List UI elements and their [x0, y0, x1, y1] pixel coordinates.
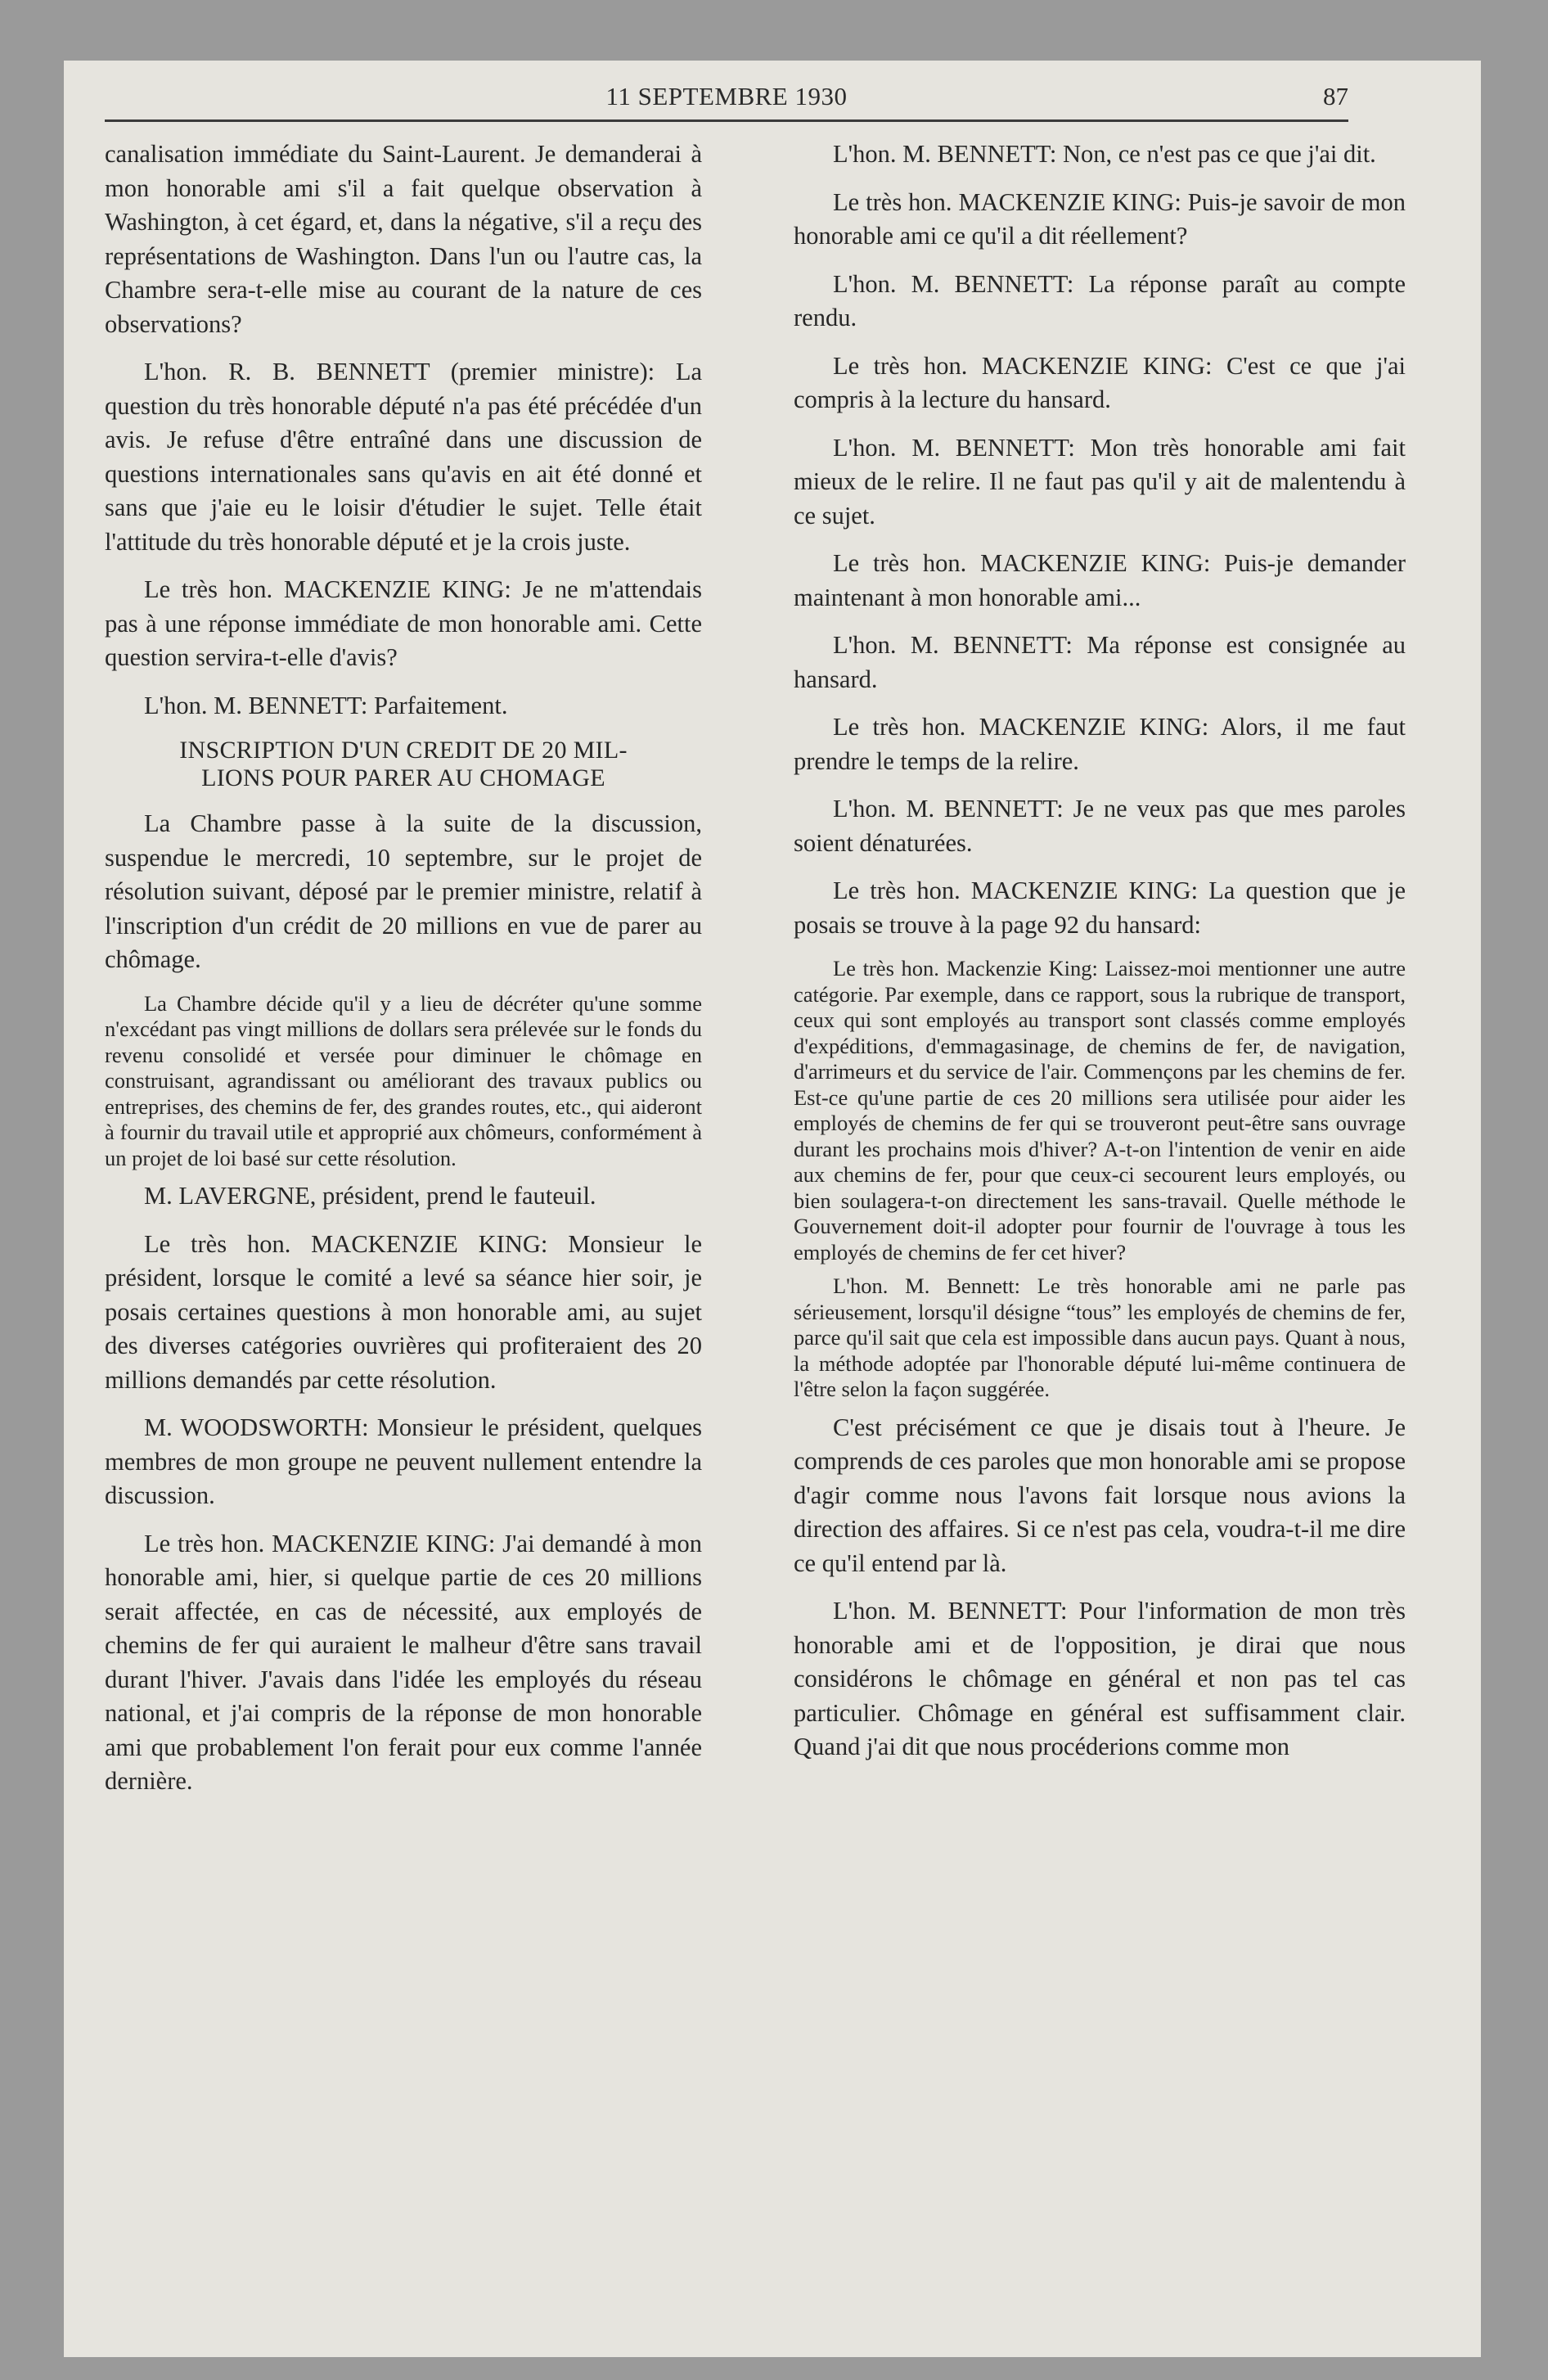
paragraph: canalisation immédiate du Saint-Laurent. Je demanderai à mon honorable ami s'il a fait quelque observation à Washington, à cet égard, et, dans la négative, s'il a reçu des représentations de Washington. Dans l'un ou l'autre cas, la Chambre sera-t-elle mise au courant de la nature de ces observations? — [105, 140, 702, 338]
paragraph: L'hon. M. BENNETT: Non, ce n'est pas ce que j'ai dit. — [833, 140, 1376, 168]
header-date: 11 SEPTEMBRE 1930 — [605, 82, 848, 110]
resolution-text: La Chambre décide qu'il y a lieu de décréter qu'une somme n'excédant pas vingt millions de dollars sera prélevée sur le fonds du revenu consolidé et versée pour diminuer le chômage en construisant, agrandissant ou améliorant des travaux publics ou entreprises, des chemins de fer, des grandes routes, etc., qui aideront à fournir du travail utile et approprié aux chômeurs, conformément à un projet de loi basé sur cette résolution. — [105, 990, 702, 1170]
paragraph: L'hon. M. BENNETT: Parfaitement. — [144, 691, 508, 719]
paragraph: La Chambre passe à la suite de la discussion, suspendue le mercredi, 10 septembre, sur le projet de résolution suivant, déposé par le premier ministre, relatif à l'inscription d'un crédit de 20 millions en vue de parer au chômage. — [105, 809, 702, 973]
section-heading-line: LIONS POUR PARER AU CHOMAGE — [201, 764, 605, 791]
paragraph: L'hon. M. BENNETT: Ma réponse est consignée au hansard. — [794, 631, 1406, 693]
paragraph: Le très hon. MACKENZIE KING: J'ai demandé à mon honorable ami, hier, si quelque partie de ces 20 millions serait affectée, en cas de nécessité, aux employés de chemins de fer qui auraient le malheur d'être sans travail durant l'hiver. J'avais dans l'idée les employés du réseau national, et j'ai compris de la réponse de mon honorable ami que probablement l'on ferait pour eux comme l'année dernière. — [105, 1529, 702, 1795]
paragraph: L'hon. M. BENNETT: Je ne veux pas que mes paroles soient dénaturées. — [794, 795, 1406, 857]
paragraph: Le très hon. MACKENZIE KING: Alors, il me faut prendre le temps de la relire. — [794, 713, 1406, 775]
running-header — [105, 82, 1348, 121]
quotation: Le très hon. Mackenzie King: Laissez-moi mentionner une autre catégorie. Par exemple, dans ce rapport, sous la rubrique de transport, ceux qui sont employés au transport sont classés comme employés d'expéditions, d'emmagasinage, de chemins de fer, de navigation, d'arrimeurs et du service de l'air. Commençons par les chemins de fer. Est-ce qu'une partie de ces 20 millions sera utilisée pour aider les employés de chemins de fer qui se trouveront peut-être sans ouvrage durant les prochains mois d'hiver? A-t-on l'intention de venir en aide aux chemins de fer, pour que ceux-ci secourent leurs employés, ou bien soulagera-t-on directement les sans-travail. Quelle méthode le Gouvernement doit-il adopter pour fournir de l'ouvrage à tous les employés de chemins de fer cet hiver? — [794, 956, 1406, 1264]
page-number: 87 — [1323, 82, 1348, 110]
paragraph: Le très hon. MACKENZIE KING: Monsieur le président, lorsque le comité a levé sa séance hier soir, je posais certaines questions à mon honorable ami, au sujet des diverses catégories ouvrières qui profiteraient des 20 millions demandés par cette résolution. — [105, 1229, 702, 1394]
paragraph: L'hon. M. BENNETT: La réponse paraît au compte rendu. — [794, 269, 1406, 331]
paragraph: M. LAVERGNE, président, prend le fauteuil. — [144, 1182, 596, 1210]
left-column — [105, 137, 702, 1813]
paragraph: Le très hon. MACKENZIE KING: Puis-je demander maintenant à mon honorable ami... — [794, 549, 1406, 611]
quotation: L'hon. M. Bennett: Le très honorable ami ne parle pas sérieusement, lorsqu'il désigne “tous” les employés de chemins de fer, parce qu'il sait que cela est impossible dans aucun pays. Quant à nous, la méthode adoptée par l'honorable député lui-même continuera de l'être selon la façon suggérée. — [794, 1273, 1406, 1401]
paragraph: M. WOODSWORTH: Monsieur le président, quelques membres de mon groupe ne peuvent nullement entendre la discussion. — [105, 1413, 702, 1509]
paragraph: Le très hon. MACKENZIE KING: C'est ce que j'ai compris à la lecture du hansard. — [794, 351, 1406, 413]
paragraph: L'hon. M. BENNETT: Pour l'information de mon très honorable ami et de l'opposition, je dirai que nous considérons le chômage en général et non pas tel cas particulier. Chômage en général est suffisamment clair. Quand j'ai dit que nous procéderions comme mon — [794, 1597, 1406, 1760]
paragraph: Le très hon. MACKENZIE KING: Puis-je savoir de mon honorable ami ce qu'il a dit réellement? — [794, 187, 1406, 250]
section-heading — [105, 737, 702, 792]
section-heading-line: INSCRIPTION D'UN CREDIT DE 20 MIL- — [179, 737, 628, 764]
header-rule — [105, 119, 1348, 122]
right-column — [794, 137, 1406, 1778]
paragraph: Le très hon. MACKENZIE KING: Je ne m'attendais pas à une réponse immédiate de mon honorable ami. Cette question servira-t-elle d'avis? — [105, 575, 702, 671]
paragraph: Le très hon. MACKENZIE KING: La question que je posais se trouve à la page 92 du hansard: — [794, 877, 1406, 939]
paragraph: L'hon. R. B. BENNETT (premier ministre): La question du très honorable député n'a pas été précédée d'un avis. Je refuse d'être entraîné dans une discussion de questions internationales sans qu'avis en ait été donné et sans que j'aie eu le loisir d'étudier le sujet. Telle était l'attitude du très honorable député et je la crois juste. — [105, 358, 702, 556]
paragraph: L'hon. M. BENNETT: Mon très honorable ami fait mieux de le relire. Il ne faut pas qu'il y ait de malentendu à ce sujet. — [794, 433, 1406, 530]
paragraph: C'est précisément ce que je disais tout à l'heure. Je comprends de ces paroles que mon honorable ami se propose d'agir comme nous l'avons fait lorsque nous avions la direction des affaires. Si ce n'est pas cela, voudra-t-il me dire ce qu'il entend par là. — [794, 1413, 1406, 1577]
